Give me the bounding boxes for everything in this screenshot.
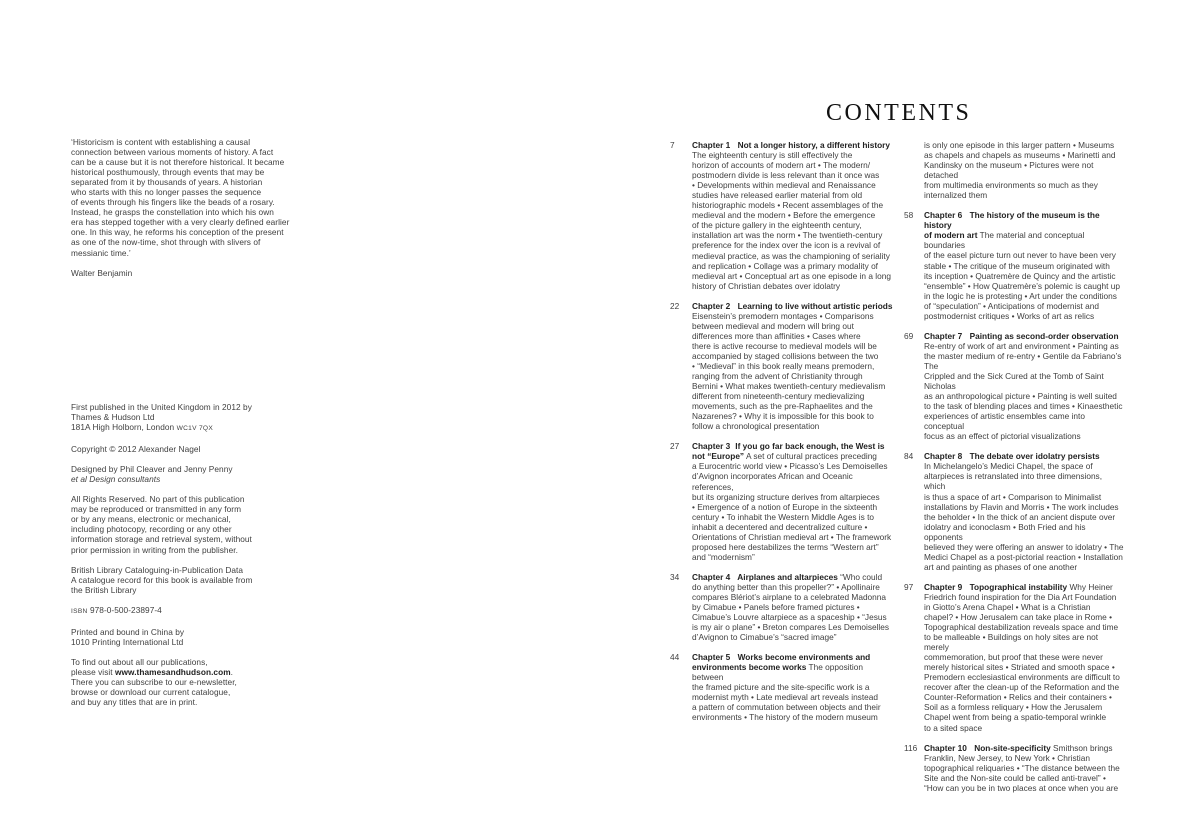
toc-entry-chapter-4[interactable] xyxy=(670,572,895,642)
chapter-description: Why Heiner Friedrich found inspiration for the Dia Art Foundation in Giotto’s Arena Chapel • What is a Christian chapel? • How Jerusalem can take place in Rome • Topographical destabilization reveals space and time to be malleable • Buildings on holy sites are not merely commemoration, but proof that these were never merely historical sites • Striated and smooth space • Premodern ecclesiastical environments are difficult to recover after the clean-up of the Reformation and the Counter-Reformation • Relics and their containers • Soil as a formless reliquary • How the Jerusalem Chapel went from being a spatio-temporal wrinkle to a sited space xyxy=(924,581,1120,733)
toc-entry-chapter-10[interactable] xyxy=(900,743,1125,793)
chapter-description: A set of cultural practices preceding a Eurocentric world view • Picasso’s Les Demoiselles d’Avignon incorporates African and Oceanic references, but its organizing structure derives from altarpieces • Emergence of a notion of Europe in the sixteenth century • To inhabit the Western Middle Ages is to inhabit a decentered and decentralized culture • Orientations of Christian medieval art • The framework proposed here destabilizes the terms “Western art” and “modernism” xyxy=(692,451,892,562)
chapter-heading: Chapter 1 Not a longer history, a different history xyxy=(692,140,891,150)
chapter-heading: Chapter 9 Topographical instability xyxy=(924,581,1068,592)
chapter-heading: Chapter 7 Painting as second-order observation xyxy=(924,330,1119,341)
toc-entry-chapter-6[interactable] xyxy=(900,210,1125,321)
publisher-address: 181A High Holborn, London xyxy=(71,422,177,433)
chapter-heading: Chapter 4 Airplanes and altarpieces xyxy=(692,571,838,582)
imprint xyxy=(71,402,296,717)
publisher-info xyxy=(71,402,296,434)
published-line-1: First published in the United Kingdom in 2012 by xyxy=(71,402,252,412)
chapter-description: Re-entry of work of art and environment • Painting as the master medium of re-entry • Gentile da Fabriano’s The Crippled and the Sick Cured at the Tomb of Saint Nicholas as an anthropological picture • Painting is well suited to the task of blending places and times • Kinaesthetic experiences of artistic ensembles came into conceptual focus as an effect of pictorial visualizations xyxy=(924,340,1123,442)
website-link[interactable]: www.thamesandhudson.com xyxy=(115,666,231,677)
rights-statement: All Rights Reserved. No part of this publication may be reproduced or transmitted in any form or by any means, electronic or mechanical, including photocopy, recording or any other information storage and retrieval system, without prior permission in writing from the publisher. xyxy=(71,494,252,555)
epigraph-author: Walter Benjamin xyxy=(71,267,133,278)
page-number: 44 xyxy=(670,652,680,663)
toc-entry-chapter-9[interactable] xyxy=(900,582,1125,733)
page-number: 69 xyxy=(904,330,914,341)
page-number: 7 xyxy=(670,140,675,150)
toc-entry-chapter-8[interactable] xyxy=(900,451,1125,572)
epigraph-quote: ‘Historicism is content with establishing a causal connection between various moments of history. A fact can be a cause but it is not therefore historical. It became historical posthumously, through events that may be separated from it by thousands of years. A historian who starts with this no longer passes the sequence of events through his fingers like the beads of a rosary. Instead, he grasps the constellation into which his own era has stepped together with a very clearly defined earlier one. In this way, he reforms his conception of the present as one of the now-time, shot through with slivers of messianic time.’ xyxy=(71,137,290,258)
find-out-text-2: . There you can subscribe to our e-newsletter, browse or download our current catalogue, and buy any titles that are in print. xyxy=(71,666,237,708)
chapter-description: Eisenstein’s premodern montages • Comparisons between medieval and modern will bring out differences more than affinities • Cases where there is active recourse to medieval models will be accompanied by staged collisions between the two • “Medieval” in this book really means premodern, ranging from the advent of Christianity through Bernini • What makes twentieth-century medievalism different from nineteenth-century medievalizing movements, such as the pre-Raphaelites and the Nazarenes? • Why it is impossible for this book to follow a chronological presentation xyxy=(692,310,886,432)
chapter-description: The material and conceptual boundaries of the easel picture turn out never to have been very stable • The critique of the museum originated with its inception • Quatremère de Quincy and the artistic “ensemble” • How Quatremère’s polemic is caught up in the logic he is protesting • Art under the conditions of “speculation” • Anticipations of modernist and postmodernist critiques • Works of art as relics xyxy=(924,230,1120,321)
chapter-heading: Chapter 6 The history of the museum is the history of modern art xyxy=(924,210,1100,241)
chapter-heading: Chapter 8 The debate over idolatry persists xyxy=(924,451,1100,462)
isbn xyxy=(71,605,296,617)
page-number: 22 xyxy=(670,300,680,311)
toc-entry-chapter-2[interactable] xyxy=(670,301,895,432)
page-number: 97 xyxy=(904,581,914,592)
cataloguing-data: British Library Cataloguing-in-Publication Data A catalogue record for this book is available from the British Library xyxy=(71,564,253,595)
published-line-2: Thames & Hudson Ltd xyxy=(71,412,155,423)
contents-title: CONTENTS xyxy=(826,100,972,126)
printer-info: Printed and bound in China by 1010 Printing International Ltd xyxy=(71,626,185,647)
page-number: 34 xyxy=(670,571,680,582)
copyright: Copyright © 2012 Alexander Nagel xyxy=(71,444,201,455)
designed-by: Designed by Phil Cleaver and Jenny Penny xyxy=(71,464,233,475)
page-number: 58 xyxy=(904,210,914,221)
isbn-number: 978-0-500-23897-4 xyxy=(87,604,162,615)
page-number: 27 xyxy=(670,441,680,452)
chapter-description: The opposition between the framed picture and the site-specific work is a modernist myth • Late medieval art reveals instead a pattern of commutation between objects and their environments • The history of the modern museum xyxy=(692,662,881,723)
chapter-heading: Chapter 2 Learning to live without artistic periods xyxy=(692,300,893,311)
page-number: 116 xyxy=(904,742,918,753)
chapter-5-continuation: is only one episode in this larger pattern • Museums as chapels and chapels as museums • Marinetti and Kandinsky on the museum • Pictures were not detached from multimedia environments so much as they internalized them xyxy=(924,140,1116,201)
toc-entry-chapter-1[interactable] xyxy=(670,140,895,291)
isbn-label: ISBN xyxy=(71,607,88,615)
epigraph xyxy=(71,137,296,288)
chapter-heading: Chapter 10 Non-site-specificity xyxy=(924,742,1051,753)
page-number: 84 xyxy=(904,451,914,462)
design-credit xyxy=(71,464,296,484)
toc-entry-chapter-3[interactable] xyxy=(670,441,895,562)
toc-entry-chapter-5[interactable] xyxy=(670,652,895,722)
toc-entry-chapter-7[interactable] xyxy=(900,331,1125,442)
chapter-heading: Chapter 3 If you go far back enough, the West is not “Europe” xyxy=(692,441,885,462)
contents-column-1 xyxy=(670,140,895,733)
chapter-description: “Who could do anything better than this propeller?” • Apollinaire compares Blériot’s airplane to a celebrated Madonna by Cimabue • Panels before framed pictures • Cimabue’s Louvre altarpiece as a spaceship • “Jesus is my air o plane” • Breton compares Les Demoiselles d’Avignon to Cimabue’s “sacred image” xyxy=(692,571,890,643)
chapter-description: In Michelangelo’s Medici Chapel, the space of altarpieces is retranslated into three dimensions, which is thus a space of art • Comparison to Minimalist installations by Flavin and Morris • The work includes the beholder • In the thick of an ancient dispute over idolatry and iconoclasm • Both Fried and his opponents believed they were offering an answer to idolatry • The Medici Chapel as a post-pictorial reaction • Installation art and painting as phases of one another xyxy=(924,461,1124,572)
publications-info xyxy=(71,657,296,707)
chapter-heading: Chapter 5 Works become environments and environments become works xyxy=(692,652,871,673)
chapter-description: Smithson brings Franklin, New Jersey, to New York • Christian topographical reliquaries • “The distance between the Site and the Non-site could be called anti-travel” • “How can you be in two places at once when you are xyxy=(924,742,1120,793)
find-out-text-1: To find out about all our publications, please visit xyxy=(71,656,208,677)
publisher-postcode: WC1V 7QX xyxy=(176,425,214,433)
design-firm: et al Design consultants xyxy=(71,474,161,485)
chapter-description: The eighteenth century is still effectively the horizon of accounts of modern art • The modern/ postmodern divide is less relevant than it once was • Developments within medieval and Renaissance studies have released earlier material from old historiographic models • Recent assemblages of the medieval and the modern • Before the emergence of the picture gallery in the eighteenth century, installation art was the norm • The twentieth-century preference for the index over the icon is a revival of medieval practice, as was the championing of seriality and replication • Collage was a primary modality of medieval art • Conceptual art as one episode in a long history of Christian debates over idolatry xyxy=(692,150,891,291)
contents-column-2 xyxy=(900,140,1125,803)
